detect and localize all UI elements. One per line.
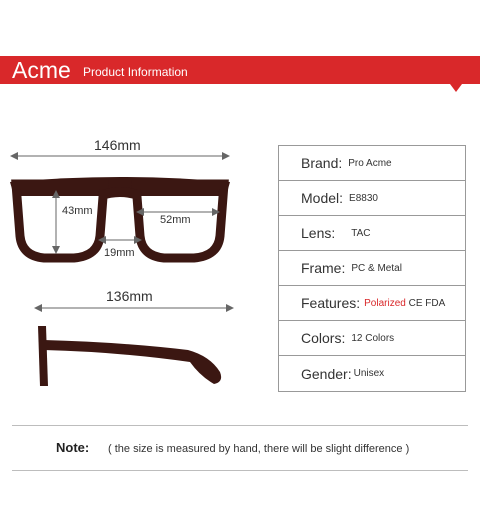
note-divider-top (12, 425, 468, 426)
nose-bridge (102, 187, 138, 200)
glasses-side-view (38, 326, 221, 386)
features-rest: CE FDA (408, 297, 446, 309)
lens-height-label: 43mm (62, 205, 93, 217)
glasses-front-view (10, 177, 230, 258)
note-text: ( the size is measured by hand, there will be slight difference ) (108, 443, 410, 455)
spec-label: Frame: (301, 260, 346, 276)
spec-row-brand (279, 146, 465, 181)
spec-row-features (279, 286, 465, 321)
polarized-highlight: Polarized (364, 297, 406, 309)
spec-row-frame (279, 251, 465, 286)
spec-row-gender (279, 356, 465, 391)
spec-row-lens (279, 216, 465, 251)
spec-value (364, 298, 445, 309)
spec-label: Features: (301, 295, 361, 311)
spec-row-colors (279, 321, 465, 356)
spec-value: 12 Colors (351, 332, 395, 344)
bridge-width-label: 19mm (104, 247, 135, 259)
side-frame-front (38, 326, 48, 386)
frame-width-label: 146mm (94, 137, 141, 153)
spec-label: Lens: (301, 225, 336, 241)
note-divider-bottom (12, 470, 468, 471)
spec-value: Unisex (353, 368, 385, 379)
note-label: Note: (56, 440, 90, 455)
lens-width-label: 52mm (160, 214, 191, 226)
temple-length-label: 136mm (106, 288, 153, 304)
banner-subtitle: Product Information (83, 65, 188, 79)
spec-row-model (279, 181, 465, 216)
spec-value: TAC (351, 227, 371, 239)
spec-label: Brand: (301, 155, 343, 171)
temple-arm (44, 340, 221, 384)
brand-title: Acme (12, 57, 71, 83)
spec-label: Gender: (301, 365, 352, 382)
spec-value: PC & Metal (351, 262, 402, 274)
spec-label: Model: (301, 190, 344, 206)
spec-table (278, 145, 466, 392)
spec-label: Colors: (301, 330, 346, 346)
spec-value: E8830 (349, 192, 378, 204)
spec-value: Pro Acme (348, 157, 392, 169)
